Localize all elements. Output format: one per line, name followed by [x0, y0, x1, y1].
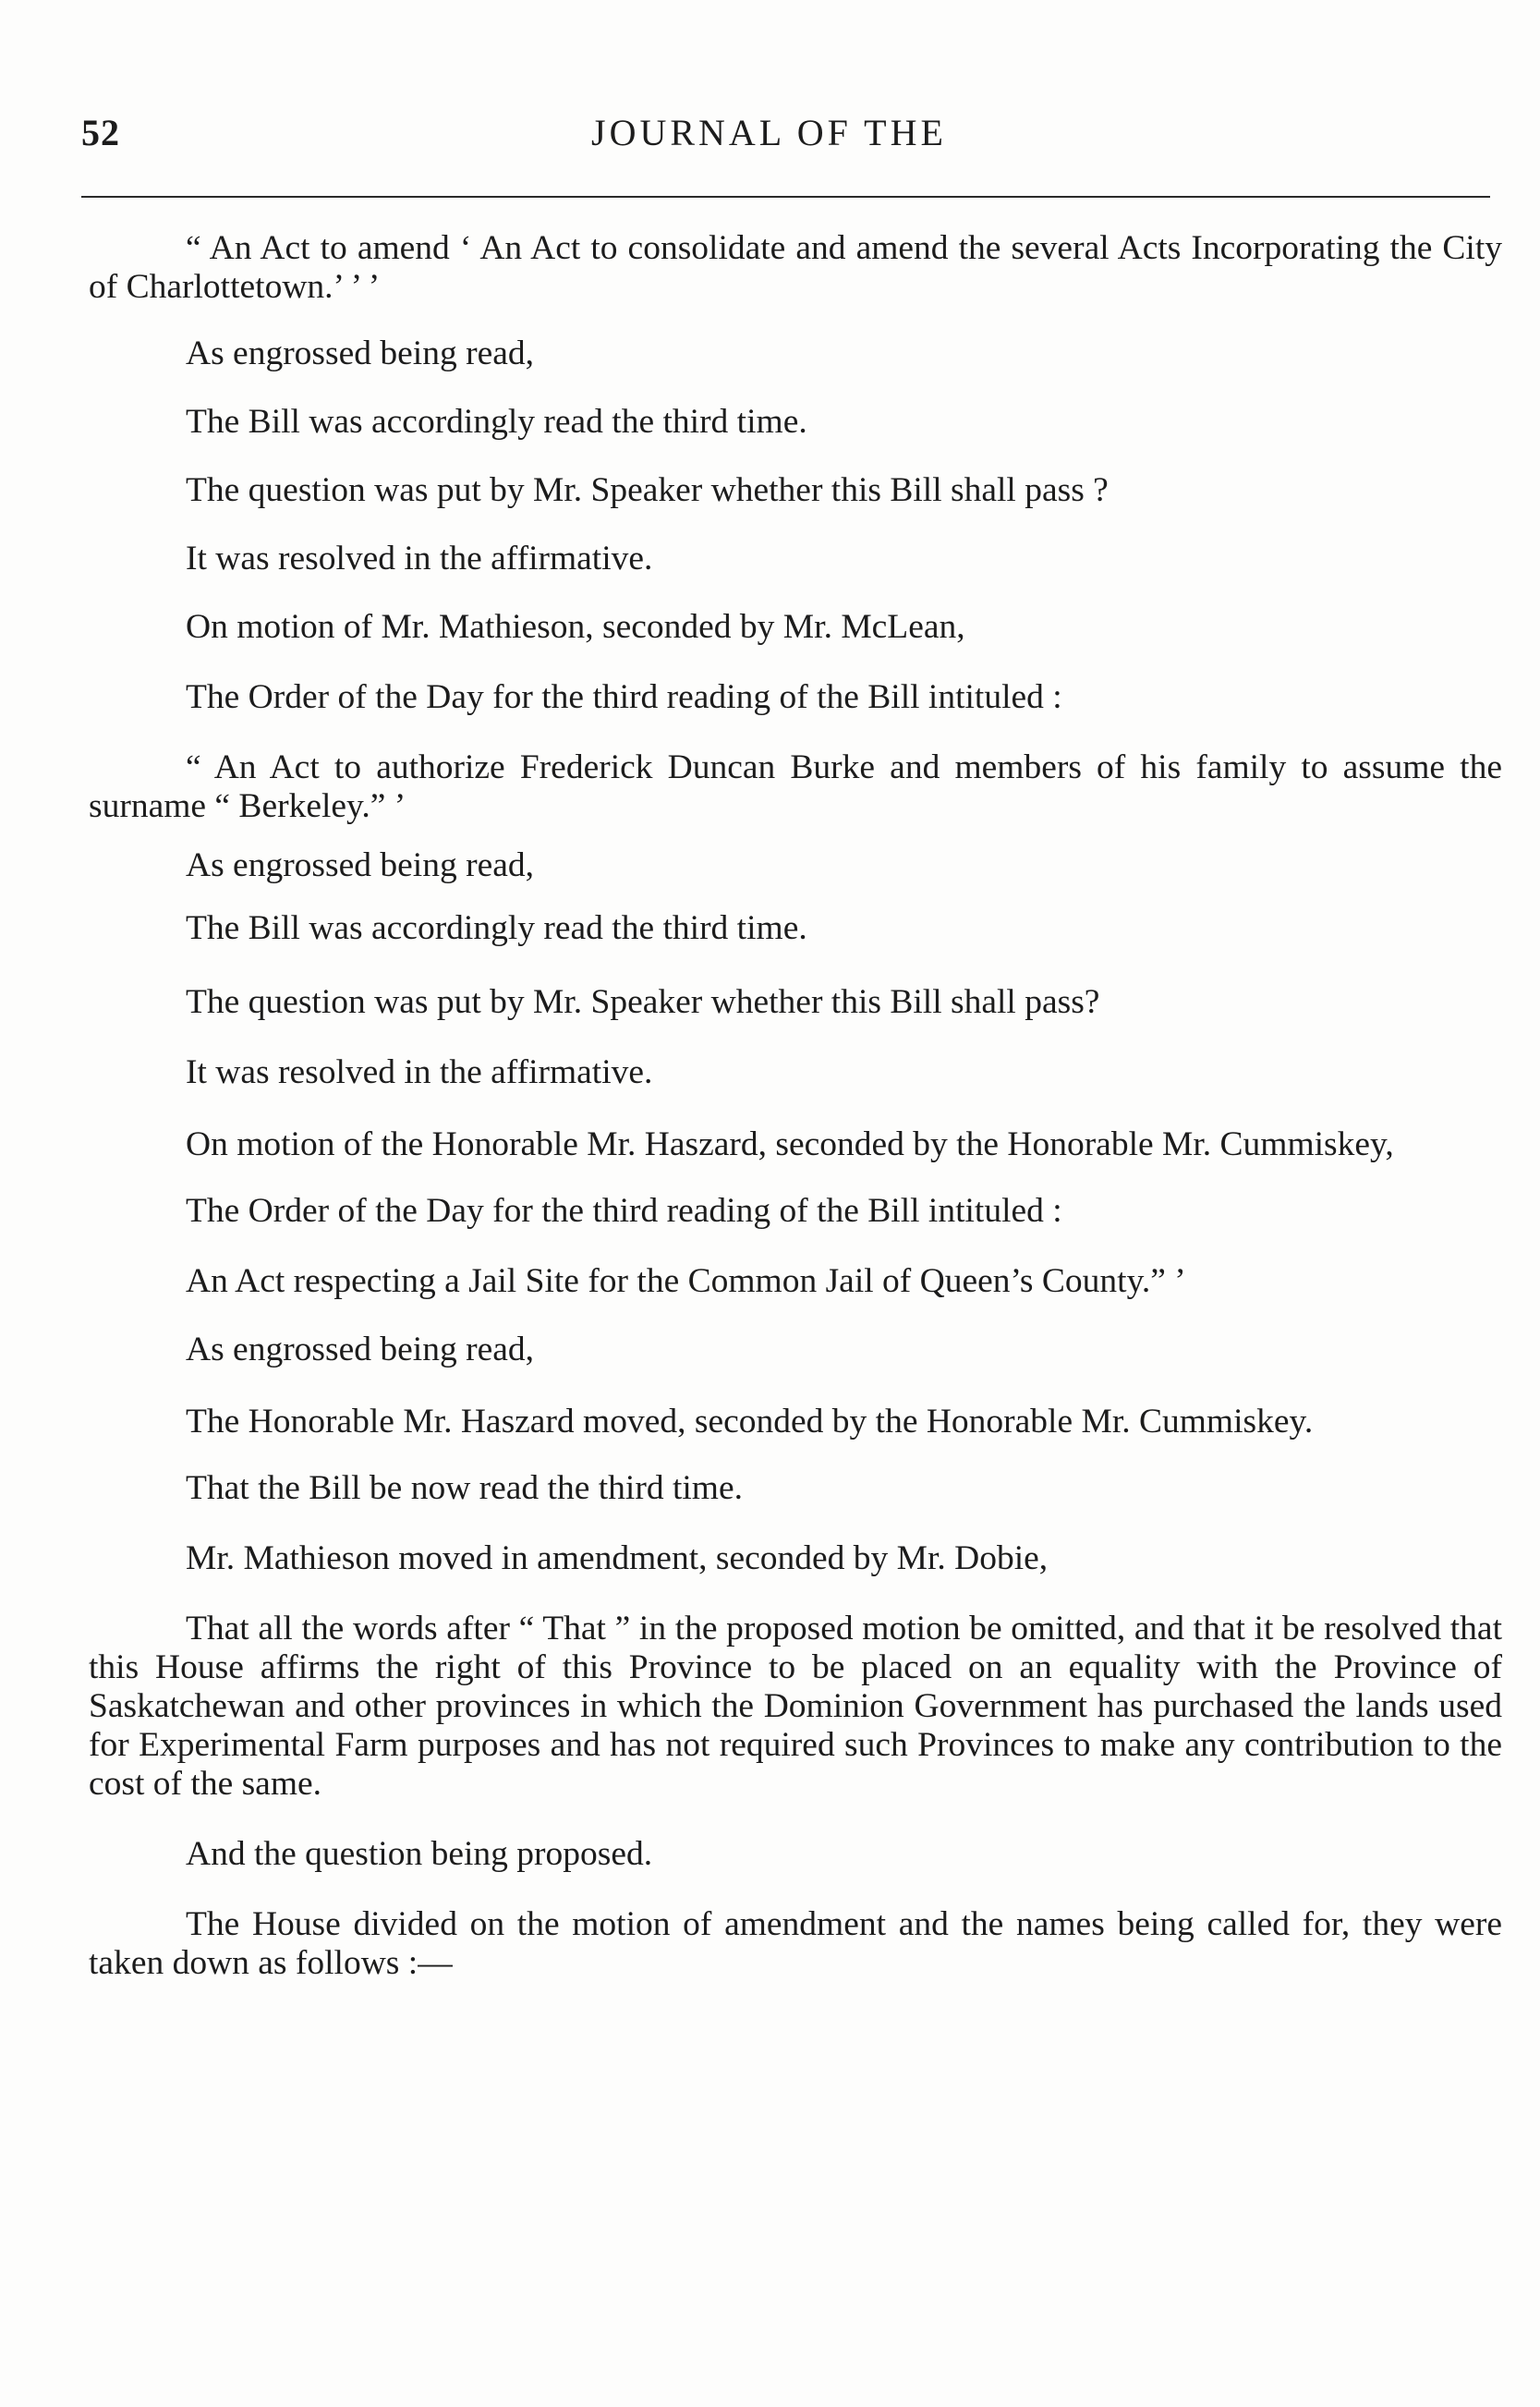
paragraph: That all the words after “ That ” in the proposed motion be omitted, and that it be resolved that this House affirms the right of this Province to be placed on an equality with the Province of Saskatchewan and other provinces in which the Dominion Government has purchased the lands used for Experimental Farm purposes and has not required such Provinces to make any contribution to the cost of the same. [89, 1610, 1502, 1803]
page-header [0, 111, 1540, 166]
page-number: 52 [81, 112, 120, 153]
paragraph: “ An Act to authorize Frederick Duncan Burke and members of his family to assume the surname “ Berkeley.” ’ [89, 748, 1502, 825]
paragraph: That the Bill be now read the third time. [186, 1469, 743, 1507]
paragraph: On motion of the Honorable Mr. Haszard, seconded by the Honorable Mr. Cummiskey, [186, 1125, 1394, 1163]
header-rule [81, 196, 1490, 198]
paragraph: An Act respecting a Jail Site for the Common Jail of Queen’s County.” ’ [186, 1262, 1186, 1300]
paragraph: Mr. Mathieson moved in amendment, seconded by Mr. Dobie, [186, 1539, 1049, 1577]
paragraph: As engrossed being read, [186, 334, 534, 372]
paragraph: On motion of Mr. Mathieson, seconded by Mr. McLean, [186, 608, 965, 646]
paragraph: The Bill was accordingly read the third time. [186, 909, 807, 947]
paragraph: “ An Act to amend ‘ An Act to consolidate and amend the several Acts Incorporating the City of Charlottetown.’ ’ ’ [89, 229, 1502, 306]
paragraph: The question was put by Mr. Speaker whether this Bill shall pass ? [186, 471, 1109, 509]
paragraph: The Bill was accordingly read the third time. [186, 403, 807, 441]
running-head: JOURNAL OF THE [591, 112, 947, 153]
paragraph: The House divided on the motion of amendment and the names being called for, they were taken down as follows :— [89, 1905, 1502, 1982]
paragraph: The Order of the Day for the third reading of the Bill intituled : [186, 1192, 1062, 1230]
journal-body [89, 229, 1502, 1983]
paragraph: As engrossed being read, [186, 1331, 534, 1368]
paragraph: The Order of the Day for the third reading of the Bill intituled : [186, 678, 1062, 716]
paragraph: As engrossed being read, [186, 846, 534, 884]
paragraph: It was resolved in the affirmative. [186, 540, 653, 577]
paragraph: And the question being proposed. [186, 1835, 653, 1873]
paragraph: The question was put by Mr. Speaker whether this Bill shall pass? [186, 983, 1100, 1021]
paragraph: The Honorable Mr. Haszard moved, seconded by the Honorable Mr. Cummiskey. [186, 1403, 1314, 1441]
paragraph: It was resolved in the affirmative. [186, 1053, 653, 1091]
